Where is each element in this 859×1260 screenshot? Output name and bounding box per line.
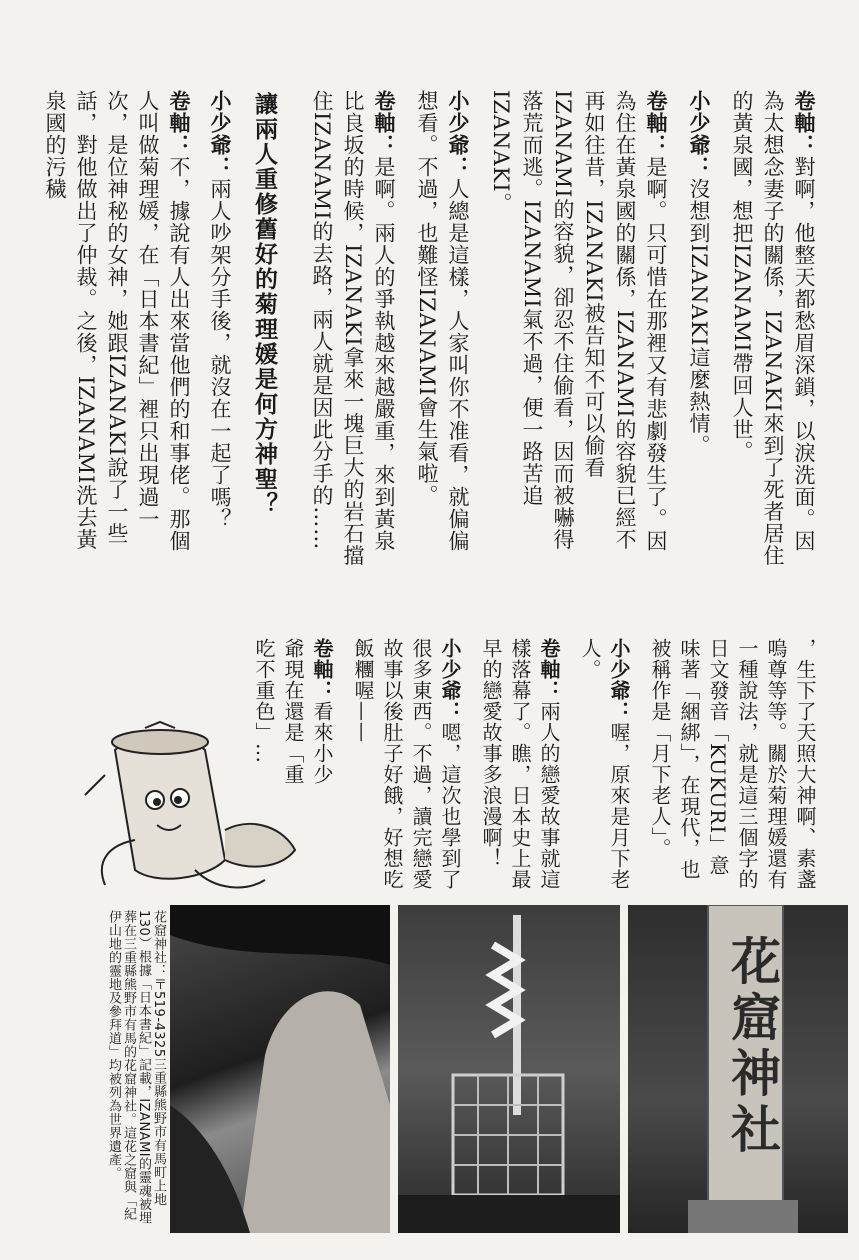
- dialogue-11: 小少爺：嗯，這次也學到了很多東西。不過，讀完戀愛故事以後肚子好餓，好想吃飯糰喔——: [351, 638, 462, 890]
- photo-caption: 花窟神社：〒519-4325三重縣熊野市有馬町上地130）根據「日本書紀」記載，IZANAMI的靈魂被埋葬在三重縣熊野市有馬的花窟神社。這花之窟與「紀伊山地的靈地及參拜道」均被列為世界遺產。: [106, 910, 166, 1225]
- dialogue-12: 卷軸：看來小少爺現在還是「重吃不重色」…: [252, 638, 334, 785]
- photo-shrine-rope: [398, 905, 620, 1233]
- dialogue-3: 卷軸：是啊。只可惜在那裡又有悲劇發生了。因為住在黃泉國的關係，IZANAMI的容貌已經不再如往昔，IZANAKI被告知不可以偷看IZANAMI的容貌，卻忍不住偷看，因而被嚇得落荒而逃。IZANAMI氣不過，便一路苦追IZANAKI。: [489, 90, 668, 552]
- shrine-rope-image: [398, 905, 620, 1233]
- shrine-sign-text: 花窟神社: [723, 935, 782, 1159]
- photo-shrine-sign: [628, 905, 848, 1233]
- scroll-mascot-icon: [75, 720, 305, 900]
- dialogue-2: 小少爺：沒想到IZANAKI這麼熱情。: [687, 90, 711, 457]
- dialogue-4: 小少爺：人總是這樣，人家叫你不准看，就偏偏想看。不過，也難怪IZANAMI會生氣啦。: [415, 90, 470, 552]
- section-heading: 讓兩人重修舊好的菊理媛是何方神聖？: [251, 92, 277, 517]
- dialogue-7: 卷軸：不，據說有人出來當他們的和事佬。那個人叫做菊理媛，在「日本書紀」裡只出現過一次，是位神秘的女神，她跟IZANAKI說了一些話，對他做出了仲裁。之後，IZANAMI洗去黃泉國的污穢: [43, 90, 191, 552]
- upper-text-block: [299, 90, 819, 570]
- dialogue-1: 卷軸：對啊，他整天都愁眉深鎖，以淚洗面。因為太想念妻子的關係，IZANAKI來到了死者居住的黃泉國，想把IZANAMI帶回人世。: [730, 90, 816, 567]
- dialogue-8: ，生下了天照大神啊、素盞嗚尊等等。關於菊理媛還有一種說法，就是這三個字的日文發音「KUKURI」意味著「綑綁」，在現代，也被稱作是「月下老人」。: [648, 638, 817, 890]
- dialogue-10: 卷軸：兩人的戀愛故事就這樣落幕了。瞧，日本史上最早的戀愛故事多浪漫啊！: [479, 638, 561, 890]
- upper-text-block-2: [31, 90, 241, 570]
- cliff-image: [170, 905, 390, 1233]
- dialogue-5: 卷軸：是啊。兩人的爭執越來越嚴重，來到黃泉比良坂的時候，IZANAKI拿來一塊巨大的岩石擋住IZANAMI的去路，兩人就是因此分手的……: [310, 90, 396, 567]
- dialogue-6: 小少爺：兩人吵架分手後，就沒在一起了嗎？: [208, 90, 232, 530]
- photo-cliff: [170, 905, 390, 1233]
- dialogue-9: 小少爺：喔，原來是月下老人。: [578, 638, 631, 890]
